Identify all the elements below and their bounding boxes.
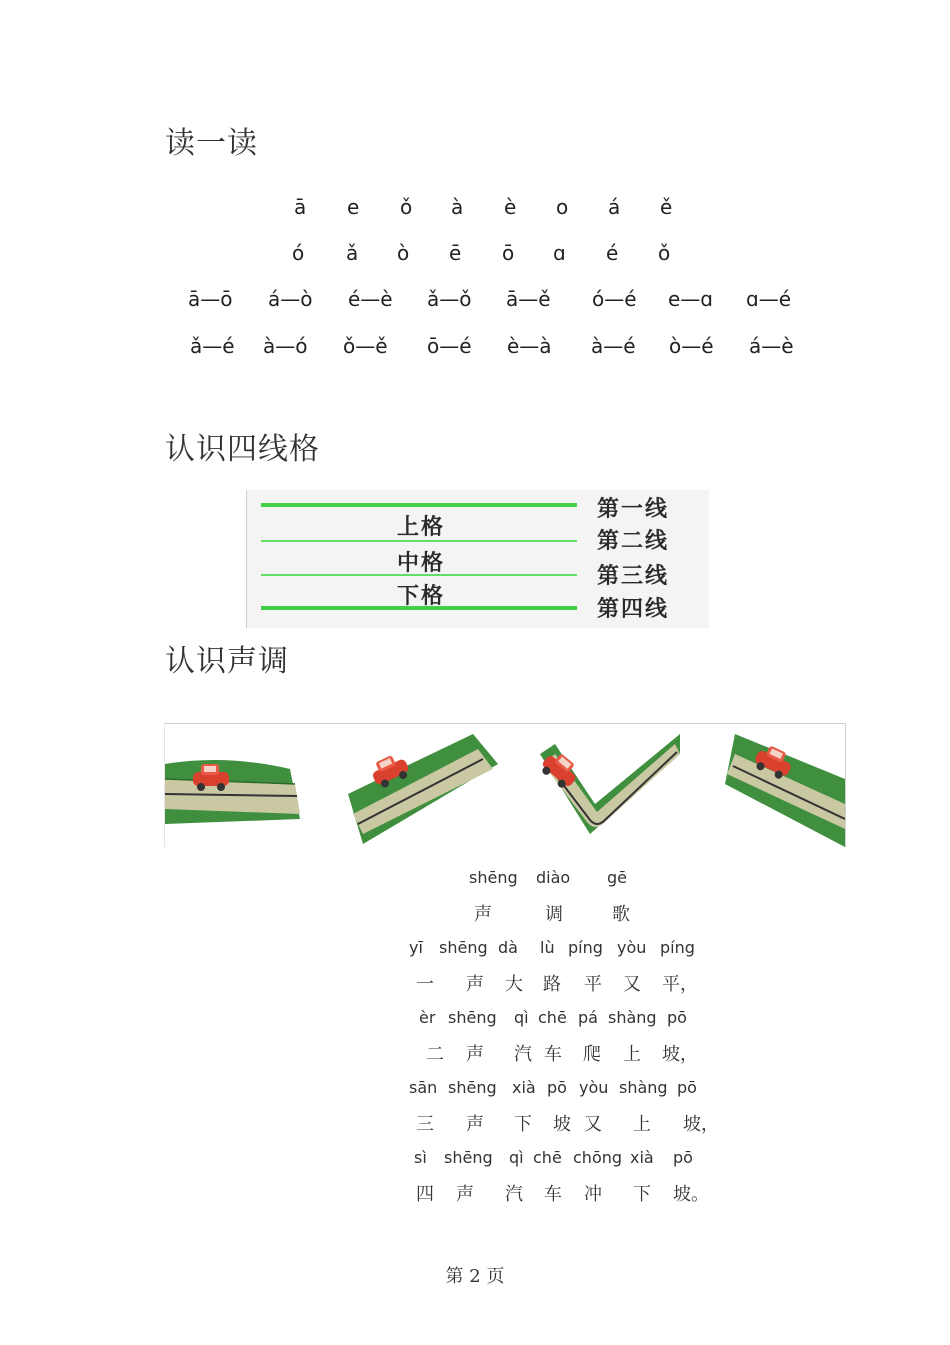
song-hanzi: 三 xyxy=(416,1114,434,1135)
song-verse-pinyin xyxy=(0,1008,950,1034)
grid-zone-lower: 下格 xyxy=(397,584,446,609)
grid-line-1 xyxy=(261,503,577,507)
song-verse-pinyin xyxy=(0,1078,950,1104)
song-pinyin: pō xyxy=(673,1148,693,1167)
pinyin-item: e xyxy=(347,195,360,219)
grid-line-label-2: 第二线 xyxy=(597,529,670,554)
grid-zone-upper: 上格 xyxy=(397,515,446,540)
song-pinyin: lù xyxy=(540,938,555,957)
song-hanzi: 声 xyxy=(466,1114,484,1135)
tone3-dip-road-image xyxy=(535,724,685,847)
pinyin-item: ǎ—é xyxy=(190,334,235,358)
song-pinyin: chōng xyxy=(573,1148,623,1167)
song-hanzi: 上 xyxy=(633,1114,651,1135)
song-pinyin: yòu xyxy=(579,1078,609,1097)
pinyin-item: è—à xyxy=(507,334,552,358)
section-title-read: 读一读 xyxy=(165,126,258,161)
song-pinyin: dà xyxy=(498,938,518,957)
song-hanzi: 歌 xyxy=(612,904,630,925)
pinyin-row xyxy=(0,195,950,225)
song-hanzi: 又 xyxy=(623,974,641,995)
song-hanzi: 四 xyxy=(416,1184,434,1205)
song-verse-hanzi xyxy=(0,1180,950,1206)
pinyin-row xyxy=(0,287,950,317)
song-verse-hanzi xyxy=(0,1040,950,1066)
song-pinyin: shēng xyxy=(439,938,488,957)
song-hanzi: 坡， xyxy=(662,1044,698,1065)
song-pinyin: diào xyxy=(536,868,571,887)
song-hanzi: 路 xyxy=(543,974,561,995)
pinyin-item: ó xyxy=(292,241,305,265)
song-pinyin: shēng xyxy=(448,1008,497,1027)
song-pinyin: xià xyxy=(512,1078,536,1097)
pinyin-item: à—é xyxy=(591,334,636,358)
song-pinyin: sān xyxy=(409,1078,438,1097)
song-pinyin: pá xyxy=(578,1008,598,1027)
song-hanzi: 下 xyxy=(633,1184,651,1205)
pinyin-item: à—ó xyxy=(263,334,308,358)
song-verse-hanzi xyxy=(0,970,950,996)
pinyin-item: é—è xyxy=(348,287,393,311)
pinyin-item: ó—é xyxy=(592,287,637,311)
song-hanzi: 汽 xyxy=(514,1044,532,1065)
song-hanzi: 声 xyxy=(466,1044,484,1065)
pinyin-item: o xyxy=(556,195,569,219)
pinyin-item: ò xyxy=(397,241,410,265)
pinyin-item: ě xyxy=(660,195,673,219)
pinyin-item: á—ò xyxy=(268,287,313,311)
song-pinyin: qì xyxy=(509,1148,524,1167)
song-pinyin: shēng xyxy=(444,1148,493,1167)
song-hanzi: 坡 xyxy=(553,1114,571,1135)
song-hanzi: 上 xyxy=(623,1044,641,1065)
tone4-falling-road-image xyxy=(715,724,845,847)
pinyin-item: ē xyxy=(449,241,462,265)
song-verse-pinyin xyxy=(0,1148,950,1174)
section-title-tones: 认识声调 xyxy=(165,644,289,679)
grid-line-label-3: 第三线 xyxy=(597,564,670,589)
pinyin-item: ǒ xyxy=(400,195,413,219)
pinyin-item: à xyxy=(451,195,464,219)
pinyin-item: ǒ xyxy=(658,241,671,265)
pinyin-item: ō—é xyxy=(427,334,472,358)
song-hanzi: 声 xyxy=(456,1184,474,1205)
song-hanzi: 大 xyxy=(505,974,523,995)
song-hanzi: 平 xyxy=(584,974,602,995)
song-pinyin: pō xyxy=(667,1008,687,1027)
song-hanzi: 一 xyxy=(416,974,434,995)
pinyin-item: ā—ō xyxy=(188,287,233,311)
tone-illustration-strip xyxy=(164,723,846,847)
song-hanzi: 又 xyxy=(584,1114,602,1135)
song-hanzi: 冲 xyxy=(584,1184,602,1205)
pinyin-item: ā xyxy=(294,195,307,219)
song-hanzi: 声 xyxy=(466,974,484,995)
pinyin-item: e—ɑ xyxy=(668,287,713,311)
song-pinyin: shēng xyxy=(448,1078,497,1097)
song-hanzi: 二 xyxy=(426,1044,444,1065)
pinyin-row xyxy=(0,334,950,364)
song-verse-pinyin xyxy=(0,938,950,964)
song-pinyin: píng xyxy=(568,938,603,957)
song-pinyin: sì xyxy=(414,1148,427,1167)
pinyin-item: ò—é xyxy=(669,334,714,358)
pinyin-item: á—è xyxy=(749,334,794,358)
pinyin-item: ɑ xyxy=(553,241,566,265)
song-title-pinyin xyxy=(0,868,950,894)
song-hanzi: 调 xyxy=(545,904,563,925)
pinyin-item: ō xyxy=(502,241,515,265)
song-pinyin: pō xyxy=(547,1078,567,1097)
song-pinyin: chē xyxy=(538,1008,567,1027)
song-pinyin: shàng xyxy=(608,1008,657,1027)
song-title-hanzi xyxy=(0,900,950,926)
section-title-grid: 认识四线格 xyxy=(165,432,320,467)
song-pinyin: èr xyxy=(419,1008,436,1027)
tone2-rising-road-image xyxy=(343,724,503,847)
song-pinyin: yòu xyxy=(617,938,647,957)
pinyin-item: ǎ—ǒ xyxy=(427,287,472,311)
song-pinyin: qì xyxy=(514,1008,529,1027)
song-hanzi: 坡， xyxy=(683,1114,719,1135)
tone1-flat-road-image xyxy=(165,724,305,847)
song-hanzi: 平， xyxy=(662,974,698,995)
grid-zone-middle: 中格 xyxy=(397,551,446,576)
pinyin-item: ǒ—ě xyxy=(343,334,388,358)
pinyin-item: ǎ xyxy=(346,241,359,265)
song-hanzi: 车 xyxy=(544,1044,562,1065)
song-hanzi: 车 xyxy=(544,1184,562,1205)
song-hanzi: 汽 xyxy=(505,1184,523,1205)
song-hanzi: 坡。 xyxy=(673,1184,709,1205)
song-hanzi: 爬 xyxy=(583,1044,601,1065)
song-hanzi: 下 xyxy=(514,1114,532,1135)
song-pinyin: yī xyxy=(409,938,423,957)
pinyin-item: é xyxy=(606,241,619,265)
pinyin-item: ɑ—é xyxy=(746,287,791,311)
pinyin-row xyxy=(0,241,950,271)
grid-line-label-4: 第四线 xyxy=(597,597,670,622)
song-pinyin: gē xyxy=(607,868,627,887)
song-pinyin: shàng xyxy=(619,1078,668,1097)
pinyin-item: ā—ě xyxy=(506,287,551,311)
song-pinyin: píng xyxy=(660,938,695,957)
song-pinyin: pō xyxy=(677,1078,697,1097)
pinyin-item: è xyxy=(504,195,517,219)
song-pinyin: shēng xyxy=(469,868,518,887)
page-number: 第 2 页 xyxy=(445,1266,505,1287)
song-verse-hanzi xyxy=(0,1110,950,1136)
song-pinyin: xià xyxy=(630,1148,654,1167)
four-line-grid xyxy=(246,490,709,628)
grid-line-label-1: 第一线 xyxy=(597,497,670,522)
song-hanzi: 声 xyxy=(474,904,492,925)
pinyin-item: á xyxy=(608,195,621,219)
song-pinyin: chē xyxy=(533,1148,562,1167)
